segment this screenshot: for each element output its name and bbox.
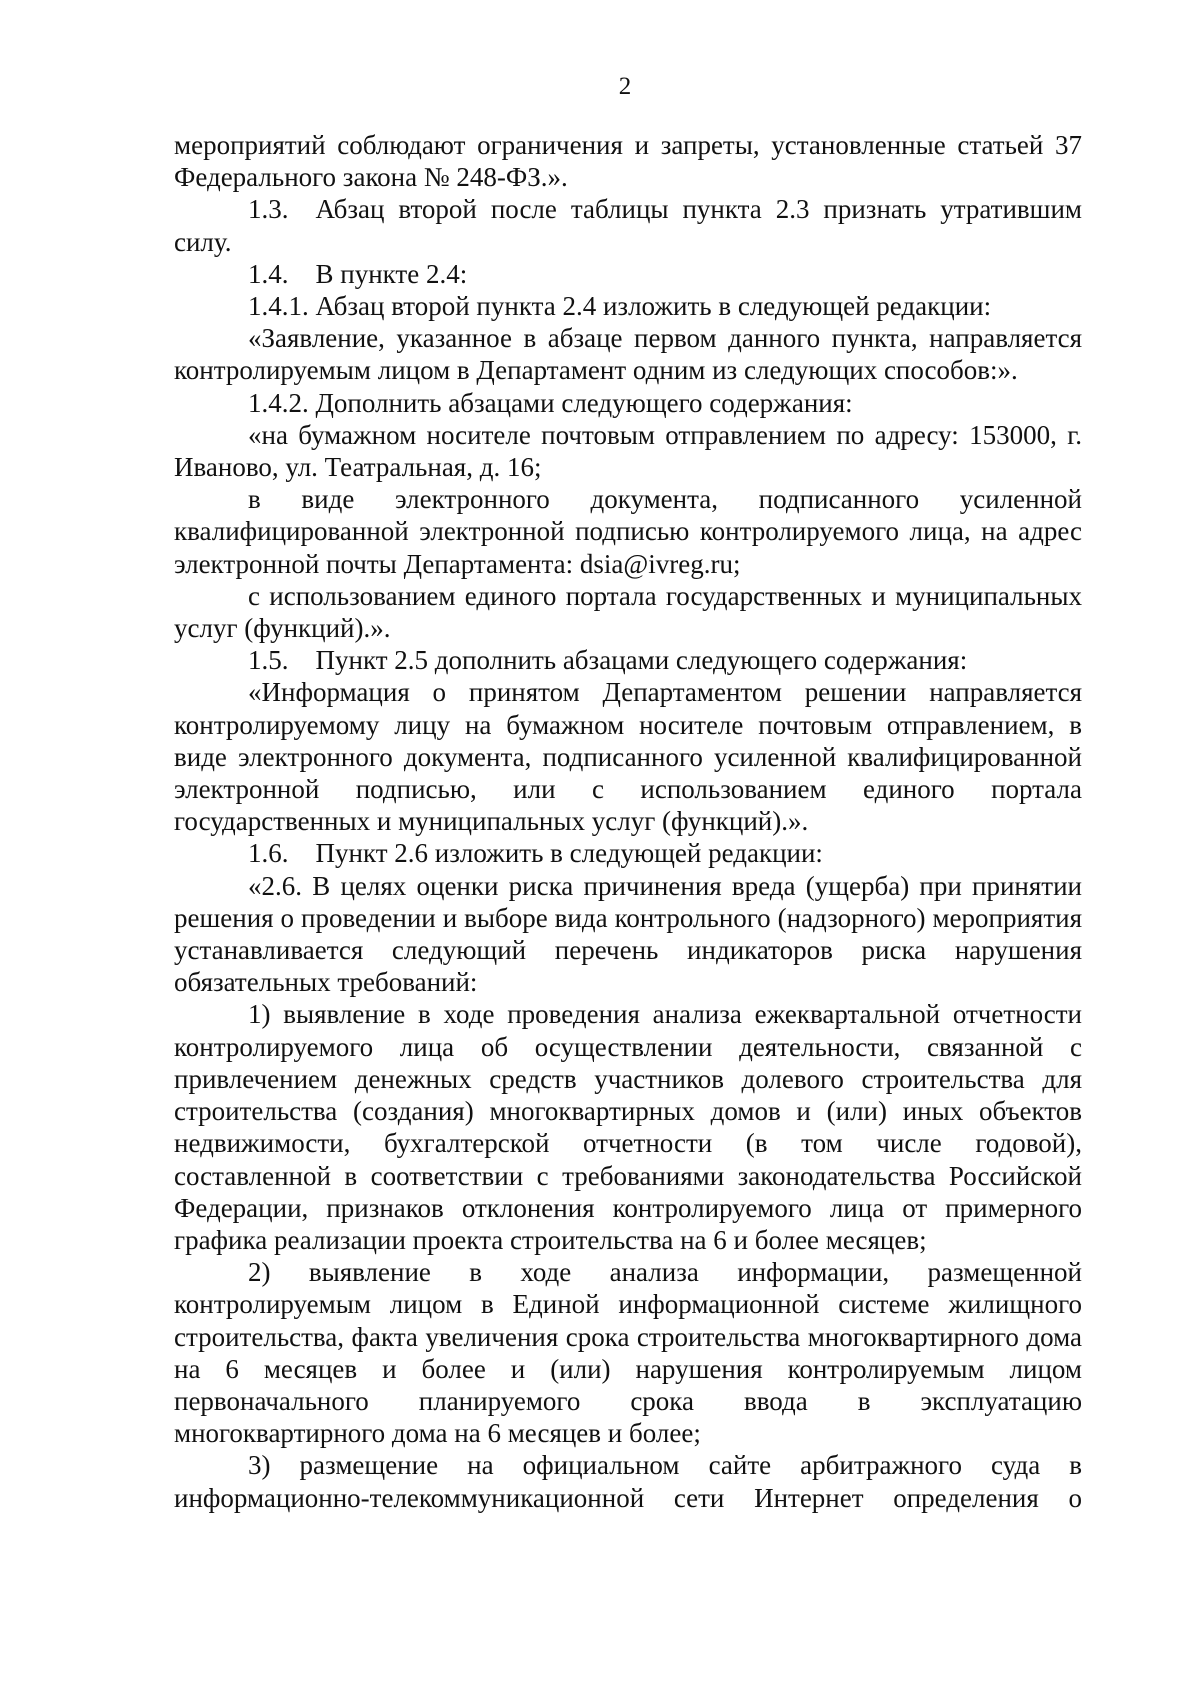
paragraph: 1.3. Абзац второй после таблицы пункта 2.3 признать утратившим силу.	[174, 194, 1082, 257]
paragraph: 1) выявление в ходе проведения анализа ежеквартальной отчетности контролируемого лица об осуществлении деятельности, связанной с привлечением денежных средств участников долевого строительства для строительства (создания) многоквартирных домов и (или) иных объектов недвижимости, бухгалтерской отчетности (в том числе годовой), составленной в соответствии с требованиями законодательства Российской Федерации, признаков отклонения контролируемого лица от примерного графика реализации проекта строительства на 6 и более месяцев;	[174, 999, 1082, 1255]
page-number: 2	[618, 73, 632, 100]
paragraph: 3) размещение на официальном сайте арбитражного суда в информационно-телекоммуникационной сети Интернет определения о	[174, 1450, 1082, 1513]
document-body	[174, 129, 1082, 1514]
paragraph: 1.5. Пункт 2.5 дополнить абзацами следующего содержания:	[248, 645, 968, 676]
paragraph: «Информация о принятом Департаментом решении направляется контролируемому лицу на бумажном носителе почтовым отправлением, в виде электронного документа, подписанного усиленной квалифицированной электронной подписью, или с использованием единого портала государственных и муниципальных услуг (функций).».	[174, 677, 1082, 837]
paragraph: 1.6. Пункт 2.6 изложить в следующей редакции:	[248, 838, 823, 869]
paragraph: «2.6. В целях оценки риска причинения вреда (ущерба) при принятии решения о проведении и выборе вида контрольного (надзорного) мероприятия устанавливается следующий перечень индикаторов риска нарушения обязательных требований:	[174, 870, 1082, 998]
paragraph: мероприятий соблюдают ограничения и запреты, установленные статьей 37 Федерального закона № 248-ФЗ.».	[174, 130, 1082, 193]
paragraph: с использованием единого портала государственных и муниципальных услуг (функций).».	[174, 580, 1082, 644]
paragraph: «на бумажном носителе почтовым отправлением по адресу: 153000, г. Иваново, ул. Театральная, д. 16;	[174, 419, 1082, 483]
paragraph: 1.4. В пункте 2.4:	[248, 258, 468, 289]
paragraph: 1.4.1. Абзац второй пункта 2.4 изложить в следующей редакции:	[248, 291, 992, 322]
paragraph: 2) выявление в ходе анализа информации, размещенной контролируемым лицом в Единой информационной системе жилищного строительства, факта увеличения срока строительства многоквартирного дома на 6 месяцев и более и (или) нарушения контролируемым лицом первоначального планируемого срока ввода в эксплуатацию многоквартирного дома на 6 месяцев и более;	[174, 1257, 1082, 1449]
paragraph: в виде электронного документа, подписанного усиленной квалифицированной электронной подписью контролируемого лица, на адрес электронной почты Департамента: dsia@ivreg.ru;	[174, 484, 1082, 579]
paragraph: 1.4.2. Дополнить абзацами следующего содержания:	[248, 387, 853, 418]
paragraph: «Заявление, указанное в абзаце первом данного пункта, направляется контролируемым лицом в Департамент одним из следующих способов:».	[174, 323, 1082, 386]
